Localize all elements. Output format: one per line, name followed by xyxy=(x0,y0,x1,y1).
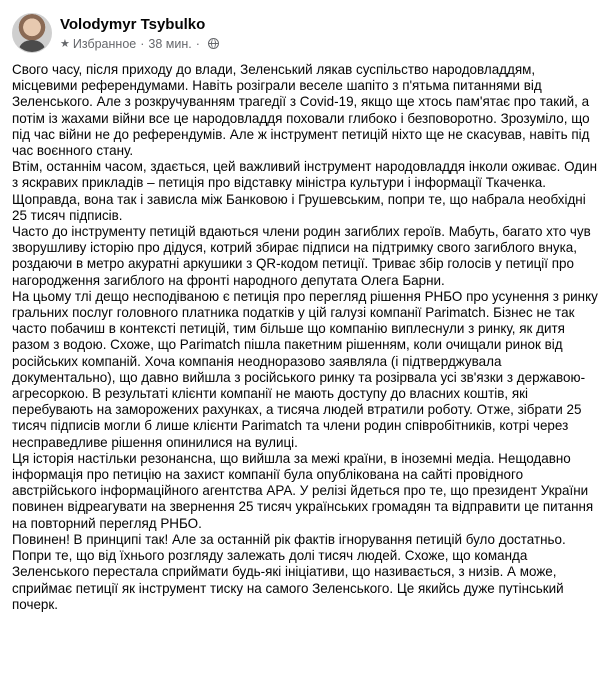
globe-icon[interactable] xyxy=(208,38,219,49)
star-icon: ★ xyxy=(60,37,70,50)
post-paragraph-1: Свого часу, після приходу до влади, Зеленський лякав суспільство народовладдям, місцевими референдумами. Навіть розіграли веселе шапіто з п'ятьма питаннями від Зеленського. Але з розкручуванням трагедії з Covid-19, якщо ще хтось пам'ятає про такий, а потім із жахами війни все це народовладдя поховали глибоко і безповоротно. Зрозуміло, що під час війни не до референдумів. Але ж інструмент петицій ніхто ще не скасував, навіть під час воєнного стану. xyxy=(12,62,590,159)
post-time[interactable]: 38 мин. xyxy=(148,36,192,51)
separator-dot: · xyxy=(140,36,145,51)
post-subline xyxy=(60,36,219,52)
author-avatar[interactable] xyxy=(12,13,52,53)
post-text xyxy=(12,62,599,613)
separator-dot: · xyxy=(195,36,200,51)
favorites-badge[interactable]: Избранное xyxy=(72,36,137,51)
post-paragraph-2: Втім, останнім часом, здається, цей важливий інструмент народовладдя інколи оживає. Один з яскравих прикладів – петиція про відставку міністра культури і інформації Ткаченка. Щоправда, вона так і зависла між Банковою і Грушевським, попри те, що набрала необхідні 25 тисяч підписів. xyxy=(12,159,598,223)
post-paragraph-5: Ця історія настільки резонансна, що вийшла за межі країни, в іноземні медіа. Нещодавно інформація про петицію на захист компанії була опублікована на сайті провідного австрійського інформаційного агентства APA. У релізі йдеться про те, що президент України повинен відреагувати на звернення 25 тисяч українських громадян та відправити це питання на повторний перегляд РНБО. xyxy=(12,450,594,531)
post-meta xyxy=(60,15,219,52)
post-header xyxy=(12,0,599,62)
post-paragraph-4: На цьому тлі дещо несподіваною є петиція про перегляд рішення РНБО про усунення з ринку гральних послуг головного платника податків у цій галузі компанії Parimatch. Бізнес не так часто побачиш в контексті петицій, тим більше що компанію виплеснули з ринку, як дитя разом з водою. Схоже, що Parimatch пішла пакетним рішенням, коли очищали ринок від російських компаній. Хоча компанія неодноразово заявляла (і підтверджувала документально), що давно вийшла з російського ринку та розірвала усі зв'язки з державою-агресоркою. В результаті клієнти компанії не мають доступу до власних коштів, які перебувають на заморожених рахунках, а тисяча людей втратили роботу. Отже, зібрати 25 тисяч підписів могли б лише клієнти Parimatch та члени родин співробітників, котрі через несправедливе рішення опинилися на вулиці. xyxy=(12,288,598,450)
author-name[interactable]: Volodymyr Tsybulko xyxy=(60,15,206,33)
post-paragraph-3: Часто до інструменту петицій вдаються члени родин загиблих героїв. Мабуть, багато хто чув зворушливу історію про дідуся, котрий збирає підписи на підтримку свого загиблого внука, роздаючи в метро акуратні аркушики з QR-кодом петиції. Триває збір голосів у петиції про нагородження загиблого на фронті народного депутата Олега Барни. xyxy=(12,224,591,288)
post-paragraph-6: Повинен! В принципі так! Але за останній рік фактів ігнорування петицій було достатньо. Попри те, що від їхнього розгляду залежать долі тисяч людей. Схоже, що команда Зеленського перестала сприймати будь-які ініціативи, що називається, з низів. А може, сприймає петиції як інструмент тиску на самого Зеленського. Це якийсь дуже путінський почерк. xyxy=(12,531,566,612)
